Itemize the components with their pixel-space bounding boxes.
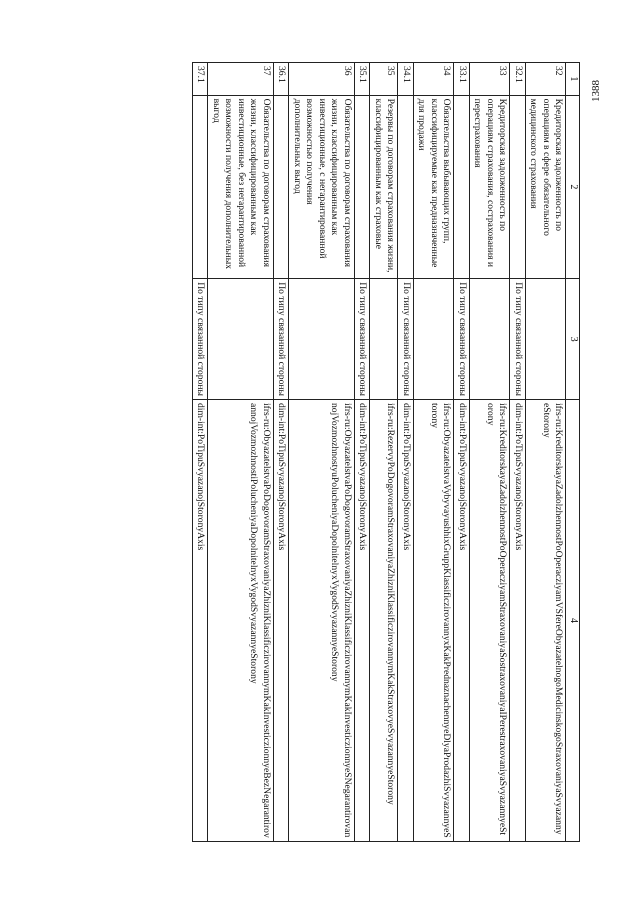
- page-number: 1388: [590, 80, 602, 102]
- row-dimension-type: [414, 279, 455, 400]
- row-dimension-type: По типу связанной стороны: [355, 279, 371, 400]
- row-taxonomy-code: dim-int:PoTipuSvyazanojStoronyAxis: [274, 399, 290, 841]
- table-row: [193, 63, 209, 842]
- row-dimension-type: [470, 279, 511, 400]
- table-row: [398, 63, 414, 842]
- row-dimension-type: [526, 279, 567, 400]
- row-taxonomy-code: dim-int:PoTipuSvyazanojStoronyAxis: [398, 399, 414, 841]
- row-description: [398, 95, 414, 279]
- row-taxonomy-code: ifrs-ru:ObyazatelstvaVybyvayushhixGruppKlassificzirovannyxKakPrednaznachennyeDlyaProdazhiSvyazannyeStorony: [414, 399, 455, 841]
- row-description: Обязательства по договорам страхования жизни, классифицированным как инвестиционные, без негарантированной возможности получения дополнительных выгод: [208, 95, 274, 279]
- row-taxonomy-code: dim-int:PoTipuSvyazanojStoronyAxis: [454, 399, 470, 841]
- row-dimension-type: По типу связанной стороны: [510, 279, 526, 400]
- row-dimension-type: По типу связанной стороны: [454, 279, 470, 400]
- row-number: 35: [370, 63, 398, 96]
- row-taxonomy-code: ifrs-ru:ObyazatelstvaPoDogovoramStraxovaniyaZhizniKlassificzirovannymKakInvesticzionnyeSNegarantirovannojVozmozhnostyuPolucheniyaDopolnitelnyxVygodSvyazannyeStorony: [289, 399, 355, 841]
- column-header-4: 4: [566, 399, 580, 841]
- row-description: Резервы по договорам страхования жизни, классифицированным как страховые: [370, 95, 398, 279]
- row-number: 36: [289, 63, 355, 96]
- row-taxonomy-code: dim-int:PoTipuSvyazanojStoronyAxis: [510, 399, 526, 841]
- row-description: [510, 95, 526, 279]
- row-number: 32: [526, 63, 567, 96]
- table-row: [470, 63, 511, 842]
- row-taxonomy-code: ifrs-ru:KreditorskayaZadolzhennostPoOperacziyamStraxovaniyaSostraxovaniyaIPerestraxovaniyaSvyazannyeStorony: [470, 399, 511, 841]
- row-dimension-type: По типу связанной стороны: [193, 279, 209, 400]
- row-taxonomy-code: dim-int:PoTipuSvyazanojStoronyAxis: [193, 399, 209, 841]
- row-description: Кредиторская задолженность по операциям в сфере обязательного медицинского страхования: [526, 95, 567, 279]
- row-taxonomy-code: dim-int:PoTipuSvyazanojStoronyAxis: [355, 399, 371, 841]
- column-header-1: 1: [566, 63, 580, 96]
- table-row: [208, 63, 274, 842]
- header-row: [566, 63, 580, 842]
- row-number: 37.1: [193, 63, 209, 96]
- table-row: [414, 63, 455, 842]
- row-taxonomy-code: ifrs-ru:ObyazatelstvaPoDogovoramStraxovaniyaZhizniKlassificzirovannymKakInvesticzionnyeBezNegarantirovannojVozmozhnostiPolucheniyaDopolnitelnyxVygodSvyazannyeStorony: [208, 399, 274, 841]
- row-number: 37: [208, 63, 274, 96]
- row-dimension-type: По типу связанной стороны: [274, 279, 290, 400]
- rotated-page-content: [110, 62, 580, 842]
- row-description: [355, 95, 371, 279]
- column-header-3: 3: [566, 279, 580, 400]
- row-dimension-type: [208, 279, 274, 400]
- row-number: 36.1: [274, 63, 290, 96]
- taxonomy-table: [192, 62, 580, 842]
- row-taxonomy-code: ifrs-ru:KreditorskayaZadolzhennostPoOperacziyamVSfereObyazatelnogoMedicinskogoStraxovaniyaSvyazannyeStorony: [526, 399, 567, 841]
- row-number: 33.1: [454, 63, 470, 96]
- row-description: [193, 95, 209, 279]
- row-description: Обязательства по договорам страхования жизни, классифицированным как инвестиционные, с негарантированной возможностью получения дополнительных выгод: [289, 95, 355, 279]
- table-row: [355, 63, 371, 842]
- table-body: [193, 63, 567, 842]
- table-row: [454, 63, 470, 842]
- table-row: [274, 63, 290, 842]
- row-number: 35.1: [355, 63, 371, 96]
- row-description: [274, 95, 290, 279]
- table-row: [526, 63, 567, 842]
- row-description: [454, 95, 470, 279]
- table-row: [510, 63, 526, 842]
- table-row: [289, 63, 355, 842]
- row-number: 33: [470, 63, 511, 96]
- row-taxonomy-code: ifrs-ru:RezervyPoDogovoramStraxovaniyaZhizniKlassificzirovannymKakStraxovyeSvyazannyeStorony: [370, 399, 398, 841]
- column-header-2: 2: [566, 95, 580, 279]
- row-number: 32.1: [510, 63, 526, 96]
- row-description: Кредиторская задолженность по операциям страхования, сострахования и перестрахования: [470, 95, 511, 279]
- row-number: 34: [414, 63, 455, 96]
- row-description: Обязательства выбывающих групп, классифицируемые как предназначенные для продажи: [414, 95, 455, 279]
- row-dimension-type: [289, 279, 355, 400]
- row-dimension-type: По типу связанной стороны: [398, 279, 414, 400]
- row-number: 34.1: [398, 63, 414, 96]
- row-dimension-type: [370, 279, 398, 400]
- table-row: [370, 63, 398, 842]
